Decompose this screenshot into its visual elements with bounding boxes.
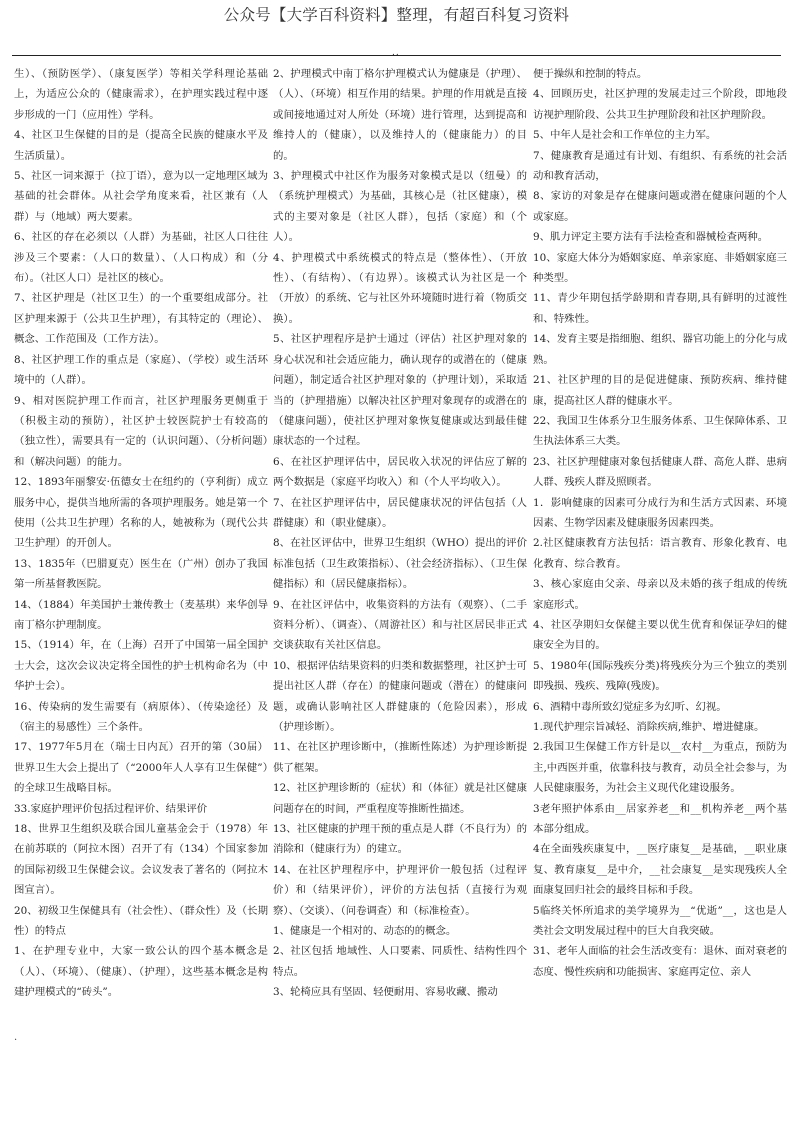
paragraph: 23、社区护理健康对象包括健康人群、高危人群、患病人群、残疾人群及照顾者。 xyxy=(533,455,787,489)
paragraph: 7、在社区护理评估中，居民健康状况的评估包括（人群健康）和（职业健康）。 xyxy=(273,496,527,529)
paragraph: 33.家庭护理评价包括过程评价、结果评价 xyxy=(14,802,208,815)
page-header-title: 公众号【大学百科资料】整理，有超百科复习资料 xyxy=(223,6,570,24)
paragraph: 11、青少年期包括学龄期和青春期,具有鲜明的过渡性和、特殊性。 xyxy=(533,292,787,325)
paragraph: 3老年照护体系由__居家养老__和__机构养老__两个基本部分组成。 xyxy=(533,802,787,836)
paragraph: 14、（1884）年美国护士兼传教士（麦基琪）来华创导南丁格尔护理制度。 xyxy=(14,598,268,631)
paragraph: 17、1977年5月在（瑞士日内瓦）召开的第（30届）世界卫生大会上提出了（“2000年人人享有卫生保健”）的全球卫生战略目标。 xyxy=(14,741,268,795)
paragraph: 2.社区健康教育方法包括：语言教育、形象化教育、电化教育、综合教育。 xyxy=(533,537,787,570)
paragraph: 6、酒精中毒所致幻觉症多为幻听、幻视。 xyxy=(533,700,727,713)
paragraph: 5、社区护理程序是护士通过（评估）社区护理对象的身心状况和社会适应能力，确认现存的或潜在的（健康问题），制定适合社区护理对象的（护理计划），采取适当的（护理措施）以解决社区护理对象现存的或潜在的（健康问题），使社区护理对象恢复健康或达到最佳健康状态的一个过程。 xyxy=(273,333,527,448)
paragraph: 12、1893年丽黎安·伍德女士在纽约的（亨利街）成立服务中心，提供当地所需的各项护理服务。她是第一个使用（公共卫生护理）名称的人，她被称为（现代公共卫生护理）的开创人。 xyxy=(14,476,268,550)
paragraph: 7、社区护理是（社区卫生）的一个重要组成部分。社区护理来源于（公共卫生护理），有其特定的（理论）、概念、工作范围及（工作方法）。 xyxy=(14,292,268,346)
paragraph: 5、中年人是社会和工作单位的主力军。 xyxy=(533,129,717,142)
paragraph: 便于操纵和控制的特点。 xyxy=(533,68,648,80)
paragraph: 9、在社区评估中，收集资料的方法有（观察）、（二手资料分析）、（调查）、（周游社区）和与社区居民非正式交谈获取有关社区信息。 xyxy=(273,598,527,652)
text-column-middle xyxy=(273,64,527,1003)
paragraph: 11、在社区护理诊断中，（推断性陈述）为护理诊断提供了框架。 xyxy=(273,741,527,774)
paragraph: 3、护理模式中社区作为服务对象模式是以（纽曼）的（系统护理模式）为基础，其核心是（社区健康），模式的主要对象是（社区人群），包括（家庭）和（个人）。 xyxy=(273,170,527,244)
paragraph: 21、社区护理的目的是促进健康、预防疾病、维持健康，提高社区人群的健康水平。 xyxy=(533,374,787,407)
paragraph: 1、健康是一个相对的、动态的的概念。 xyxy=(273,925,457,938)
paragraph: 生）、（预防医学）、（康复医学）等相关学科理论基础上，为适应公众的（健康需求），在护理实践过程中逐步形成的一门（应用性）学科。 xyxy=(14,68,268,121)
paragraph: 1、在护理专业中，大家一致公认的四个基本概念是（人）、（环境）、（健康）、（护理），这些基本概念是构建护理模式的“砖头”。 xyxy=(14,945,268,999)
header-center-dots: .. xyxy=(392,48,400,58)
paragraph: 13、社区健康的护理干预的重点是人群（不良行为）的消除和（健康行为）的建立。 xyxy=(273,823,527,856)
footer-dot: . xyxy=(14,1032,18,1043)
paragraph: 16、传染病的发生需要有（病原体）、（传染途径）及（宿主的易感性）三个条件。 xyxy=(14,700,268,733)
paragraph: 14、在社区护理程序中，护理评价一般包括（过程评价）和（结果评价），评价的方法包括（直接行为观察）、（交谈）、（问卷调查）和（标准检查）。 xyxy=(273,863,527,917)
paragraph: 13、1835年（巴腊夏克）医生在（广州）创办了我国第一所基督教医院。 xyxy=(14,557,268,591)
paragraph: 2.我国卫生保健工作方针是以__农村__为重点，预防为主,中西医并重，依靠科技与教育，动员全社会参与，为人民健康服务，为社会主义现代化建设服务。 xyxy=(533,741,787,795)
paragraph: 5临终关怀所追求的美学境界为__“优逝”__，这也是人类社会文明发展过程中的巨大自我突破。 xyxy=(533,904,787,938)
text-column-right xyxy=(533,64,787,982)
paragraph: 8、社区护理工作的重点是（家庭）、（学校）或生活环境中的（人群）。 xyxy=(14,353,268,387)
header-divider xyxy=(12,55,781,56)
paragraph: 4、社区卫生保健的目的是（提高全民族的健康水平及生活质量）。 xyxy=(14,129,268,162)
paragraph: 4在全面残疾康复中，__医疗康复__是基础，__职业康复、教育康复__是中介，__社会康复__是实现残疾人全面康复回归社会的最终目标和手段。 xyxy=(533,843,787,897)
paragraph: 22、我国卫生体系分卫生服务体系、卫生保障体系、卫生执法体系三大类。 xyxy=(533,414,787,448)
paragraph: 8、在社区评估中，世界卫生组织（WHO）提出的评价标准包括（卫生政策指标）、（社会经济指标）、（卫生保健指标）和（居民健康指标）。 xyxy=(273,537,527,591)
paragraph: 15、（1914）年，在（上海）召开了中国第一届全国护士大会，这次会议决定将全国性的护士机构命名为（中华护士会）。 xyxy=(14,639,268,693)
paragraph: 31、老年人面临的社会生活改变有：退休、面对衰老的态度、慢性疾病和功能损害、家庭再定位、亲人 xyxy=(533,945,787,978)
paragraph: 20、初级卫生保健具有（社会性）、（群众性）及（长期性）的特点 xyxy=(14,904,268,938)
paragraph: 4、回顾历史，社区护理的发展走过三个阶段，即地段访视护理阶段、公共卫生护理阶段和社区护理阶段。 xyxy=(533,88,787,121)
paragraph: 8、家访的对象是存在健康问题或潜在健康问题的个人或家庭。 xyxy=(533,190,787,223)
paragraph: 4、社区孕期妇女保健主要以优生优育和保证孕妇的健康安全为目的。 xyxy=(533,618,787,652)
paragraph: 12、社区护理诊断的（症状）和（体征）就是社区健康问题存在的时间，严重程度等推断性描述。 xyxy=(273,782,527,815)
paragraph: 1.现代护理宗旨减轻、消除疾病,维护、增进健康。 xyxy=(533,721,765,733)
paragraph: 4、护理模式中系统模式的特点是（整体性）、（开放性）、（有结构）、（有边界）。该模式认为社区是一个（开放）的系统、它与社区外环境随时进行着（物质交换）。 xyxy=(273,251,527,325)
text-column-left xyxy=(14,64,268,1003)
paragraph: 18、世界卫生组织及联合国儿童基金会于（1978）年在前苏联的（阿拉木图）召开了有（134）个国家参加的国际初级卫生保健会议。会议发表了著名的（阿拉木图宣言）。 xyxy=(14,823,268,897)
paragraph: 2、护理模式中南丁格尔护理模式认为健康是（护理）、（人）、（环境）相互作用的结果。护理的作用就是直接或间接地通过对人所处（环境）进行管理，达到提高和维持人的（健康），以及维持人的（健康能力）的目的。 xyxy=(273,68,527,162)
paragraph: 9、肌力评定主要方法有手法检查和器械检查两种。 xyxy=(533,231,769,244)
paragraph: 9、相对医院护理工作而言，社区护理服务更侧重于（积极主动的预防），社区护士较医院护士有较高的（独立性），需要具有一定的（认识问题）、（分析问题）和（解决问题）的能力。 xyxy=(14,394,268,468)
paragraph: 7、健康教育是通过有计划、有组织、有系统的社会活动和教育活动， xyxy=(533,149,787,183)
paragraph: 3、轮椅应具有坚固、轻便耐用、容易收藏、搬动 xyxy=(273,986,498,999)
paragraph: 6、在社区护理评估中，居民收入状况的评估应了解的两个数据是（家庭平均收入）和（个人平均收入）。 xyxy=(273,455,527,489)
paragraph: 10、根据评估结果资料的归类和数据整理，社区护士可提出社区人群（存在）的健康问题或（潜在）的健康问题，或确认影响社区人群健康的（危险因素），形成（护理诊断）。 xyxy=(273,659,527,733)
paragraph: 2、社区包括 地域性、人口要素、同质性、结构性四个特点。 xyxy=(273,945,527,978)
paragraph: 14、发育主要是指细胞、组织、器官功能上的分化与成熟。 xyxy=(533,333,787,366)
paragraph: 5、社区一词来源于（拉丁语），意为以一定地理区域为基础的社会群体。从社会学角度来看，社区兼有（人群）与（地域）两大要素。 xyxy=(14,170,268,223)
paragraph: 5、1980年(国际残疾分类)将残疾分为三个独立的类别即残损、残疾、残障(残废)。 xyxy=(533,659,787,693)
paragraph: 6、社区的存在必须以（人群）为基础，社区人口往往涉及三个要素：（人口的数量）、（人口构成）和（分布）。（社区人口）是社区的核心。 xyxy=(14,231,268,285)
paragraph: 3、核心家庭由父亲、母亲以及未婚的孩子组成的传统家庭形式。 xyxy=(533,578,787,611)
paragraph: 10、家庭大体分为婚姻家庭、单亲家庭、非婚姻家庭三种类型。 xyxy=(533,251,787,285)
paragraph: 1．影响健康的因素可分成行为和生活方式因素、环境因素、生物学因素及健康服务因素四类。 xyxy=(533,496,787,529)
